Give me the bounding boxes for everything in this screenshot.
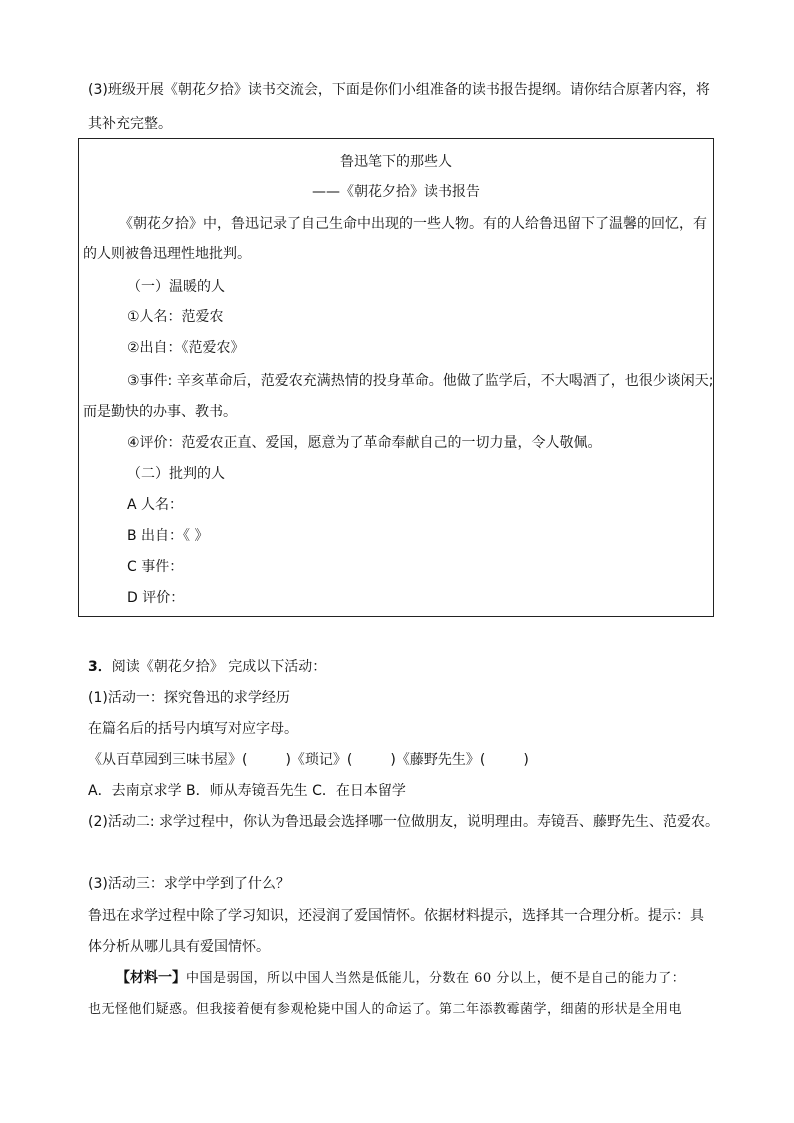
q3-activity3: (3)活动三：求学中学到了什么？ bbox=[88, 876, 290, 892]
section2-heading: （二）批判的人 bbox=[127, 466, 225, 482]
title-tengye: )《藤野先生》( bbox=[390, 752, 486, 768]
q2-3-line2: 其补充完整。 bbox=[88, 116, 172, 132]
material1-line2: 也无怪他们疑惑。但我接着便有参观枪毙中国人的命运了。第二年添教霉菌学，细菌的形状是全用电 bbox=[88, 1002, 683, 1017]
q3-activity2: (2)活动二: 求学过程中，你认为鲁迅最会选择哪一位做朋友，说明理由。寿镜吾、藤野先生、范爱农。 bbox=[88, 814, 719, 830]
title-baicaoyuan: 《从百草园到三味书屋》( bbox=[88, 752, 248, 768]
section1-event-line1: ③事件: 辛亥革命后，范爱农充满热情的投身革命。他做了监学后，不大喝酒了，也很少谈闲天; bbox=[127, 373, 714, 389]
material1-label: 【材料一】 bbox=[116, 970, 186, 986]
q3-activity3-desc-line1: 鲁迅在求学过程中除了学习知识，还浸润了爱国情怀。依据材料提示，选择其一合理分析。提示：具 bbox=[88, 908, 704, 924]
material1-text1: 中国是弱国，所以中国人当然是低能儿，分数在 60 分以上，便不是自己的能力了： bbox=[186, 971, 686, 986]
q2-3-line1: (3)班级开展《朝花夕拾》读书交流会，下面是你们小组准备的读书报告提纲。请你结合原著内容，将 bbox=[88, 82, 710, 98]
q3-activity1-blanks bbox=[88, 750, 529, 770]
report-intro-line1: 《朝花夕拾》中，鲁迅记录了自己生命中出现的一些人物。有的人给鲁迅留下了温馨的回忆，有 bbox=[119, 216, 707, 232]
title-suoji: )《琐记》( bbox=[285, 752, 353, 768]
section1-heading: （一）温暖的人 bbox=[127, 279, 225, 295]
report-title: 鲁迅笔下的那些人 bbox=[340, 154, 452, 170]
section1-source: ②出自：《范爱农》 bbox=[127, 340, 245, 356]
section1-evaluation: ④评价：范爱农正直、爱国，愿意为了革命奉献自己的一切力量，令人敬佩。 bbox=[127, 435, 602, 451]
q3-stem bbox=[88, 657, 326, 677]
q3-activity1: (1)活动一：探究鲁迅的求学经历 bbox=[88, 690, 290, 706]
section2-evaluation: D 评价： bbox=[127, 590, 185, 606]
report-intro-line2: 的人则被鲁迅理性地批判。 bbox=[83, 246, 251, 262]
q3-activity1-options: A．去南京求学 B．师从寿镜吾先生 C．在日本留学 bbox=[88, 783, 406, 799]
report-outline-box bbox=[78, 138, 714, 617]
section1-name: ①人名：范爱农 bbox=[127, 309, 224, 325]
section2-name: A 人名： bbox=[127, 497, 184, 513]
section2-event: C 事件： bbox=[127, 559, 184, 575]
q3-activity3-desc-line2: 体分析从哪儿具有爱国情怀。 bbox=[88, 939, 270, 955]
q3-stem-text: 阅读《朝花夕拾》 完成以下活动： bbox=[111, 659, 327, 675]
material1-line1 bbox=[116, 968, 685, 989]
q3-activity1-instruction: 在篇名后的括号内填写对应字母。 bbox=[88, 721, 298, 737]
report-subtitle: ——《朝花夕拾》读书报告 bbox=[312, 184, 480, 200]
section2-source: B 出自：《 》 bbox=[127, 528, 209, 544]
q3-number: 3． bbox=[88, 659, 112, 675]
closing-paren: ) bbox=[523, 752, 529, 768]
section1-event-line2: 而是勤快的办事、教书。 bbox=[83, 404, 237, 420]
